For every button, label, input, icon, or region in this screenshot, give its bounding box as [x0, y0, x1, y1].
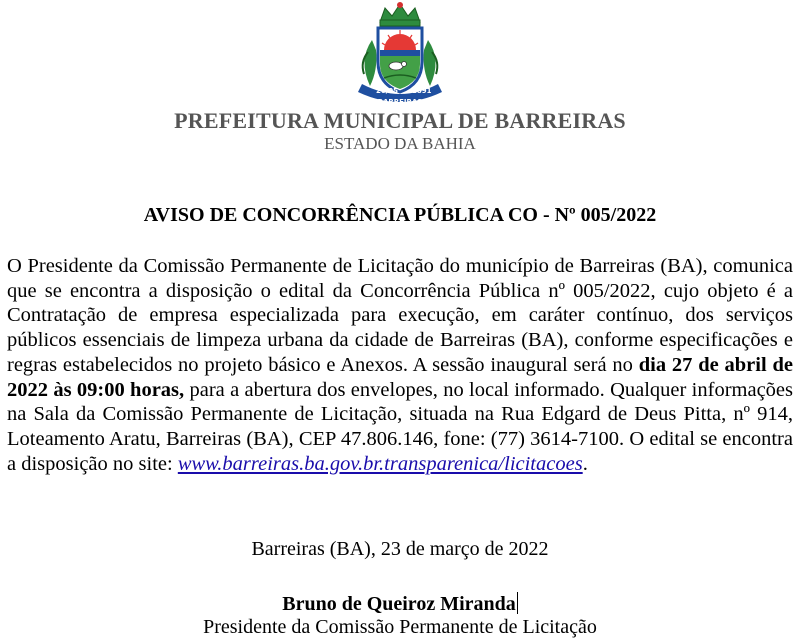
organization-subtitle: ESTADO DA BAHIA	[324, 134, 476, 153]
organization-title: PREFEITURA MUNICIPAL DE BARREIRAS	[174, 108, 626, 133]
signer-name-line	[0, 592, 800, 616]
notice-title: AVISO DE CONCORRÊNCIA PÚBLICA CO - Nº 005/2022	[143, 204, 657, 226]
place-and-date: Barreiras (BA), 23 de março de 2022	[251, 538, 549, 560]
signer-name: Bruno de Queiroz Miranda	[282, 593, 516, 615]
notice-text-part1: O Presidente da Comissão Permanente de Licitação do município de Barreiras (BA), comunica que se encontra a disposição o edital da Concorrência Pública nº 005/2022, cujo objeto é a Contratação de empresa especializada para execução, em caráter contínuo, dos serviços públicos essenciais de limpeza urbana da cidade de Barreiras (BA), conforme especificações e regras estabelecidos no projeto básico e Anexos. A sessão inaugural será no	[7, 255, 793, 376]
notice-text-end: .	[582, 452, 588, 475]
edital-site-link[interactable]: www.barreiras.ba.gov.br.transparenica/licitacoes	[177, 452, 583, 475]
svg-text:BARREIRAS: BARREIRAS	[377, 98, 423, 106]
svg-text:26/05: 26/05	[376, 87, 399, 95]
signer-role: Presidente da Comissão Permanente de Licitação	[203, 616, 597, 638]
session-datetime: dia 27 de abril de 2022 às 09:00 horas,	[7, 353, 793, 401]
svg-text:1891: 1891	[412, 87, 432, 95]
municipal-coat-of-arms-icon	[340, 0, 460, 110]
notice-body	[7, 254, 793, 476]
notice-text-part2: para a abertura dos envelopes, no local informado. Qualquer informações na Sala da Comissão Permanente de Licitação, situada na Rua Edgard de Deus Pitta, nº 914, Loteamento Aratu, Barreiras (BA), CEP 47.806.146, fone: (77) 3614-7100. O edital se encontra a disposição no site:	[7, 378, 793, 475]
text-cursor	[517, 592, 518, 614]
